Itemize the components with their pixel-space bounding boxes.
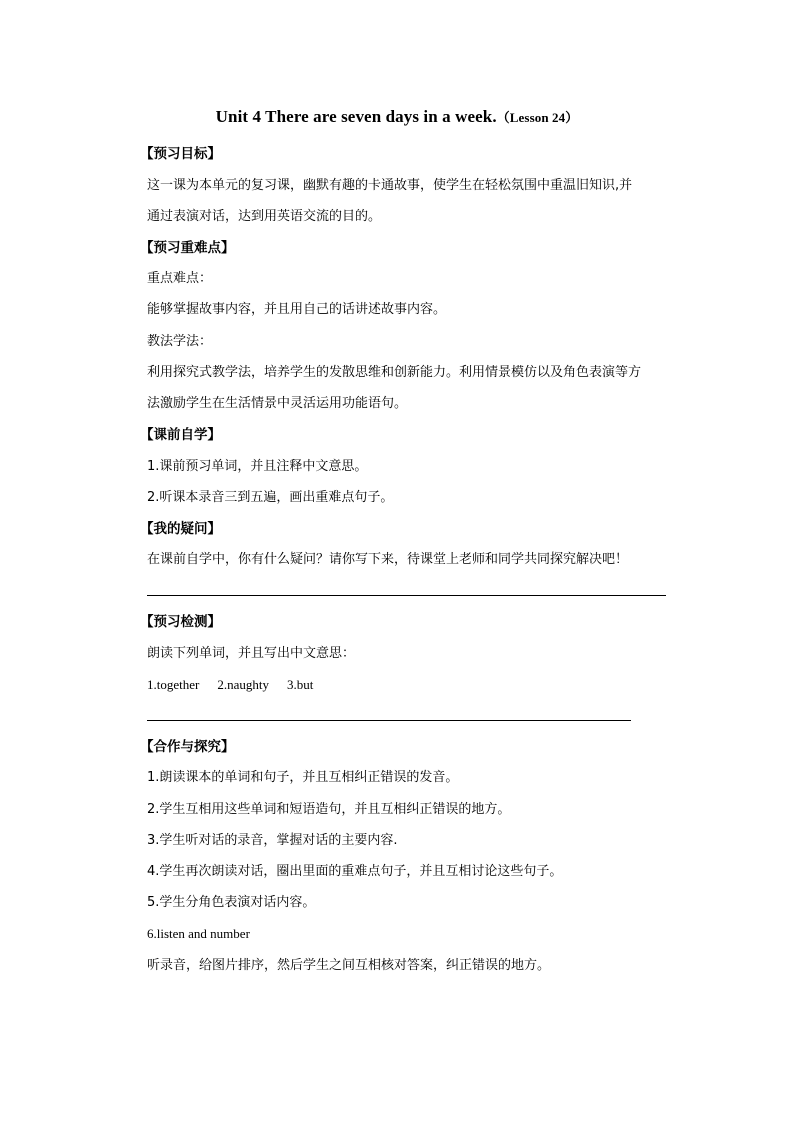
question-heading: 【我的疑问】 (140, 521, 221, 537)
method-label: 教法学法： (147, 334, 213, 349)
document-title (0, 107, 794, 127)
key-heading: 【预习重难点】 (140, 240, 235, 256)
goal-heading: 【预习目标】 (140, 146, 221, 162)
key-text: 能够掌握故事内容，并且用自己的话讲述故事内容。 (147, 302, 447, 317)
cooperation-item-4: 4.学生再次朗读对话，圈出里面的重难点句子，并且互相讨论这些句子。 (147, 864, 563, 879)
answer-line-thick (147, 595, 666, 596)
goal-line-2: 通过表演对话，达到用英语交流的目的。 (147, 209, 382, 224)
check-word-3: 3.but (286, 677, 314, 692)
method-line-1: 利用探究式教学法，培养学生的发散思维和创新能力。利用情景模仿以及角色表演等方 (147, 365, 642, 380)
cooperation-item-2: 2.学生互相用这些单词和短语造句，并且互相纠正错误的地方。 (147, 802, 511, 817)
cooperation-item-6: 6.listen and number (147, 926, 250, 941)
self-study-heading: 【课前自学】 (140, 427, 221, 443)
check-text: 朗读下列单词，并且写出中文意思： (147, 646, 356, 661)
title-main: Unit 4 There are seven days in a week. (215, 107, 497, 126)
method-line-2: 法激励学生在生活情景中灵活运用功能语句。 (147, 396, 408, 411)
cooperation-item-3: 3.学生听对话的录音，掌握对话的主要内容. (147, 833, 398, 848)
cooperation-heading: 【合作与探究】 (140, 739, 235, 755)
check-word-list (147, 675, 313, 695)
key-label: 重点难点： (147, 271, 213, 286)
question-text: 在课前自学中，你有什么疑问？请你写下来，待课堂上老师和同学共同探究解决吧！ (147, 552, 629, 567)
goal-line-1: 这一课为本单元的复习课，幽默有趣的卡通故事，使学生在轻松氛围中重温旧知识,并 (147, 178, 633, 193)
answer-line-thin (147, 720, 631, 721)
self-study-item-2: 2.听课本录音三到五遍，画出重难点句子。 (147, 490, 394, 505)
cooperation-item-1: 1.朗读课本的单词和句子，并且互相纠正错误的发音。 (147, 770, 459, 785)
check-word-1: 1.together (147, 677, 200, 692)
self-study-item-1: 1.课前预习单词，并且注释中文意思。 (147, 459, 368, 474)
title-lesson: （Lesson 24） (496, 110, 579, 125)
check-heading: 【预习检测】 (140, 614, 221, 630)
check-word-2: 2.naughty (217, 677, 269, 692)
cooperation-item-7: 听录音，给图片排序，然后学生之间互相核对答案，纠正错误的地方。 (147, 958, 551, 973)
cooperation-item-5: 5.学生分角色表演对话内容。 (147, 895, 316, 910)
